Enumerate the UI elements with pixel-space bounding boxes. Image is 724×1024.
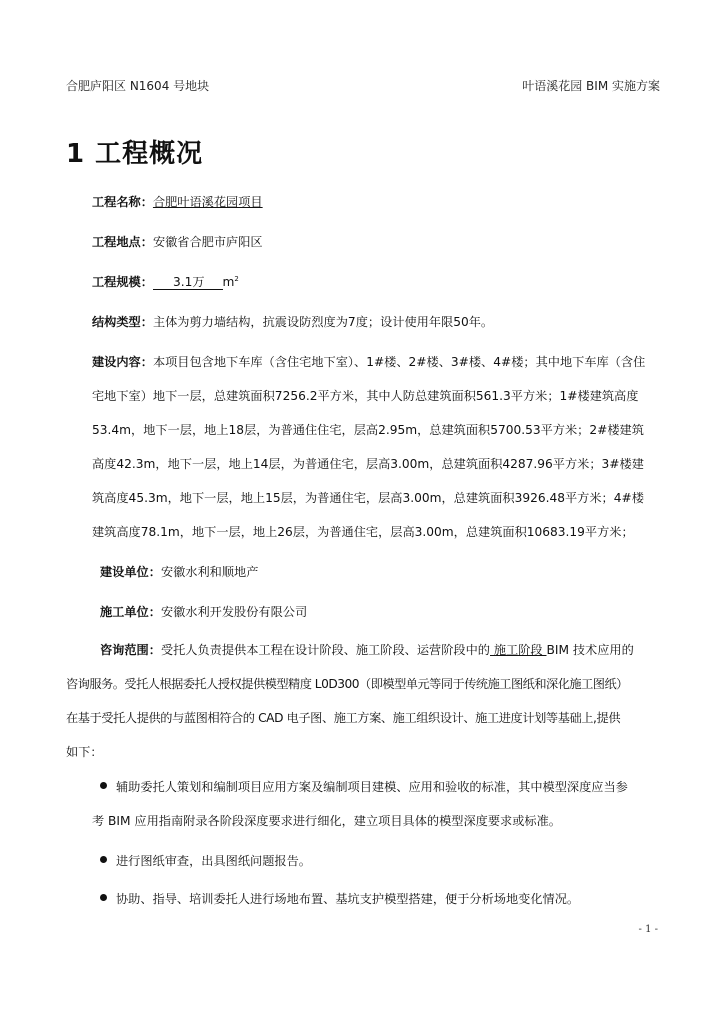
structure-row <box>92 313 493 330</box>
bullet-text: 进行图纸审查，出具图纸问题报告。 <box>116 854 311 868</box>
content-line: 建筑高度78.1m，地下一层，地上26层，为普通住宅，层高3.00m，总建筑面积10683.19平方米； <box>92 525 634 539</box>
bullet-text: 协助、指导、培训委托人进行场地布置、基坑支护模型搭建，便于分析场地变化情况。 <box>116 892 580 906</box>
builder-row <box>100 603 307 620</box>
project-scale-value: 3.1万 <box>153 275 223 290</box>
project-scale-label: 工程规模： <box>92 275 153 289</box>
section-title: 1 工程概况 <box>66 139 204 169</box>
content-line: 筑高度45.3m，地下一层，地上15层，为普通住宅，层高3.00m，总建筑面积3926.48平方米；4#楼 <box>92 491 644 505</box>
content-row <box>92 353 645 370</box>
bullet-item <box>100 890 579 907</box>
bullet-icon <box>100 894 107 901</box>
bullet-continuation: 考 BIM 应用指南附录各阶段深度要求进行细化，建立项目具体的模型深度要求或标准。 <box>92 814 561 828</box>
builder-value: 安徽水利开发股份有限公司 <box>160 605 308 619</box>
content-line: 本项目包含地下车库（含住宅地下室）、1#楼、2#楼、3#楼、4#楼；其中地下车库（含住 <box>152 355 646 369</box>
project-name-label: 工程名称： <box>92 195 153 209</box>
header-right: 叶语溪花园 BIM 实施方案 <box>522 79 660 93</box>
scope-line: 咨询服务。受托人根据委托人授权提供模型精度 L0D300（即模型单元等同于传统施工图纸和深化施工图纸） <box>66 677 628 691</box>
scope-line: 在基于受托人提供的与蓝图相符合的 CAD 电子图、施工方案、施工组织设计、施工进度计划等基础上,提供 <box>66 711 621 725</box>
bullet-item <box>100 852 311 869</box>
builder-label: 施工单位： <box>100 605 161 619</box>
bullet-item <box>100 778 628 795</box>
scope-label: 咨询范围： <box>100 643 161 657</box>
structure-value: 主体为剪力墙结构，抗震设防烈度为7度；设计使用年限50年。 <box>152 315 494 329</box>
scope-line: 如下： <box>66 745 103 759</box>
owner-value: 安徽水利和顺地产 <box>160 565 259 579</box>
bullet-icon <box>100 782 107 789</box>
project-name-value: 合肥叶语溪花园项目 <box>152 195 263 209</box>
bullet-text: 辅助委托人策划和编制项目应用方案及编制项目建模、应用和验收的标准，其中模型深度应当参 <box>116 780 628 794</box>
project-scale-unit: m <box>222 275 235 289</box>
project-location-value: 安徽省合肥市庐阳区 <box>152 235 263 249</box>
scope-row <box>100 641 634 658</box>
content-label: 建设内容： <box>92 355 153 369</box>
project-name-row <box>92 193 263 210</box>
content-line: 53.4m，地下一层，地上18层，为普通住住宅，层高2.95m，总建筑面积5700.53平方米；2#楼建筑 <box>92 423 644 437</box>
project-location-label: 工程地点： <box>92 235 153 249</box>
project-location-row <box>92 233 263 250</box>
bullet-icon <box>100 856 107 863</box>
page-number: - 1 - <box>638 924 658 935</box>
project-scale-unit-sup: 2 <box>234 274 239 283</box>
header-left: 合肥庐阳区 N1604 号地块 <box>66 79 210 93</box>
owner-row <box>100 563 258 580</box>
scope-text: 受托人负责提供本工程在设计阶段、施工阶段、运营阶段中的 <box>160 643 490 657</box>
scope-text: BIM 技术应用的 <box>546 643 634 657</box>
project-scale-row <box>92 273 239 290</box>
scope-underlined-phase: 施工阶段 <box>490 643 547 657</box>
content-line: 宅地下室）地下一层，总建筑面积7256.2平方米，其中人防总建筑面积561.3平方米；1#楼建筑高度 <box>92 389 639 403</box>
owner-label: 建设单位： <box>100 565 161 579</box>
content-line: 高度42.3m，地下一层，地上14层，为普通住宅，层高3.00m，总建筑面积4287.96平方米；3#楼建 <box>92 457 644 471</box>
structure-label: 结构类型： <box>92 315 153 329</box>
